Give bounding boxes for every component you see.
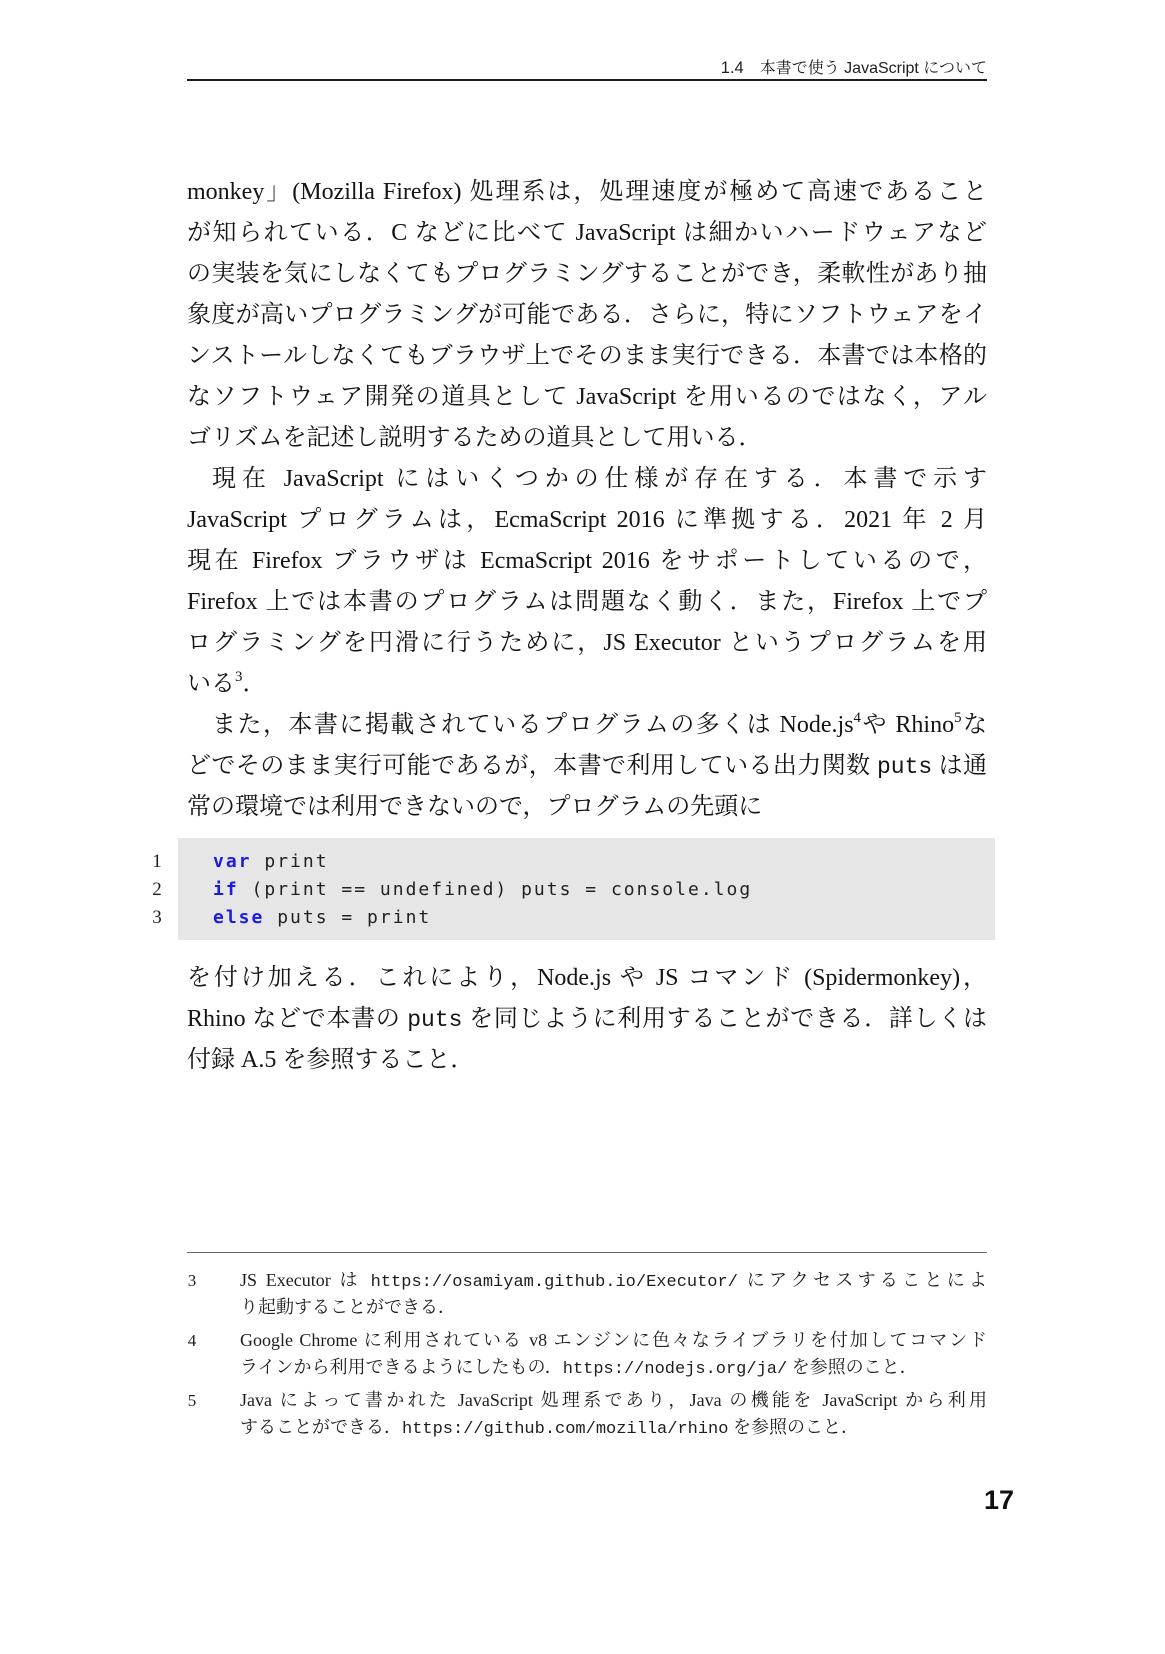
text-line: 象度が高いプログラミングが可能である．さらに，特にソフトウェアをイ (187, 301, 987, 328)
text-line: 現在 JavaScript にはいくつかの仕様が存在する．本書で示す (212, 465, 987, 492)
text-segment: や Rhino (860, 711, 955, 738)
text-line: 現在 Firefox ブラウザは EcmaScript 2016 をサポートしているので， (187, 547, 987, 574)
page-number: 17 (984, 1485, 1015, 1515)
inline-code: puts (876, 753, 933, 780)
text-segment: を参照のこと． (787, 1356, 918, 1377)
text-line (187, 999, 987, 1040)
text-line (187, 664, 987, 705)
code-text: (print == undefined) puts = console.log (238, 879, 753, 900)
text-line: JavaScript プログラムは，EcmaScript 2016 に準拠する．2021 年 2 月 (187, 506, 987, 533)
text-line: Firefox 上では本書のプログラムは問題なく動く．また，Firefox 上でプ (187, 588, 987, 615)
running-head (721, 56, 987, 80)
footnote-mark: 5 (187, 1390, 197, 1410)
text-segment: することができる． (240, 1416, 402, 1437)
footnote-line: Java によって書かれた JavaScript 処理系であり，Java の機能を JavaScript から利用 (240, 1389, 987, 1410)
footnote-line (240, 1414, 987, 1441)
footnote-url: https://osamiyam.github.io/Executor/ (370, 1272, 738, 1292)
text-line: monkey」(Mozilla Firefox) 処理系は，処理速度が極めて高速であること (187, 178, 987, 205)
text-segment: ． (242, 670, 267, 697)
body-text-upper (187, 172, 987, 828)
code-line (213, 876, 752, 904)
footnote-ref: 5 (954, 710, 962, 727)
code-line (213, 848, 329, 876)
code-keyword: var (213, 851, 252, 872)
footnote-url: https://nodejs.org/ja/ (562, 1359, 788, 1379)
code-text: puts = print (264, 907, 432, 928)
section-number: 1.4 (720, 59, 744, 77)
footnote-rule (187, 1252, 987, 1253)
footnote-line: り起動することができる． (240, 1296, 456, 1317)
section-title: 本書で使う JavaScript について (759, 60, 987, 77)
body-text-lower (187, 958, 987, 1081)
text-segment: いる (187, 670, 235, 697)
text-segment: Rhino などで本書の (187, 1005, 408, 1032)
code-line-number: 2 (152, 879, 162, 900)
text-segment: は通 (932, 752, 988, 779)
code-keyword: else (213, 907, 265, 928)
footnote-line (240, 1267, 987, 1294)
text-segment: を参照のこと． (728, 1416, 859, 1437)
text-line (187, 705, 987, 746)
text-segment: ラインから利用できるようにしたもの． (240, 1356, 563, 1377)
text-line: ログラミングを円滑に行うために，JS Executor というプログラムを用 (187, 629, 987, 656)
text-line: 付録 A.5 を参照すること． (187, 1046, 475, 1073)
code-keyword: if (213, 879, 239, 900)
text-segment: にアクセスすることによ (737, 1269, 988, 1290)
inline-code: puts (407, 1006, 463, 1033)
text-segment: どでそのまま実行可能であるが，本書で利用している出力関数 (187, 752, 877, 779)
text-segment: また，本書に掲載されているプログラムの多くは Node.js (212, 711, 854, 738)
footnote (187, 1387, 987, 1441)
text-line: が知られている．C などに比べて JavaScript は細かいハードウェアなど (187, 219, 987, 246)
text-line: 常の環境では利用できないので，プログラムの先頭に (187, 793, 763, 820)
code-line-number: 3 (152, 907, 162, 928)
text-line: を付け加える．これにより，Node.js や JS コマンド (Spidermonkey)， (187, 964, 987, 991)
text-line: ゴリズムを記述し説明するための道具として用いる． (187, 424, 763, 451)
footnote (187, 1267, 988, 1321)
footnote-url: https://github.com/mozilla/rhino (402, 1419, 729, 1439)
footnote-line (240, 1354, 987, 1381)
footnote-mark: 3 (187, 1270, 197, 1290)
footnote-mark: 4 (187, 1330, 197, 1350)
text-line: の実装を気にしなくてもプログラミングすることができ，柔軟性があり抽 (187, 260, 987, 287)
text-line: なソフトウェア開発の道具として JavaScript を用いるのではなく，アル (187, 383, 987, 410)
text-segment: な (961, 711, 987, 738)
header-rule (187, 79, 987, 81)
footnote-ref: 4 (853, 710, 861, 727)
code-line-number: 1 (152, 851, 162, 872)
text-segment: JS Executor は (240, 1269, 371, 1290)
text-line (187, 746, 987, 787)
footnote-ref: 3 (235, 669, 243, 686)
code-line (213, 904, 431, 932)
code-text: print (251, 851, 329, 872)
text-segment: を同じように利用することができる．詳しくは (462, 1005, 987, 1032)
text-line: ンストールしなくてもブラウザ上でそのまま実行できる．本書では本格的 (187, 342, 987, 369)
footnote (187, 1327, 987, 1381)
footnote-line: Google Chrome に利用されている v8 エンジンに色々なライブラリを付加してコマンド (240, 1329, 987, 1350)
